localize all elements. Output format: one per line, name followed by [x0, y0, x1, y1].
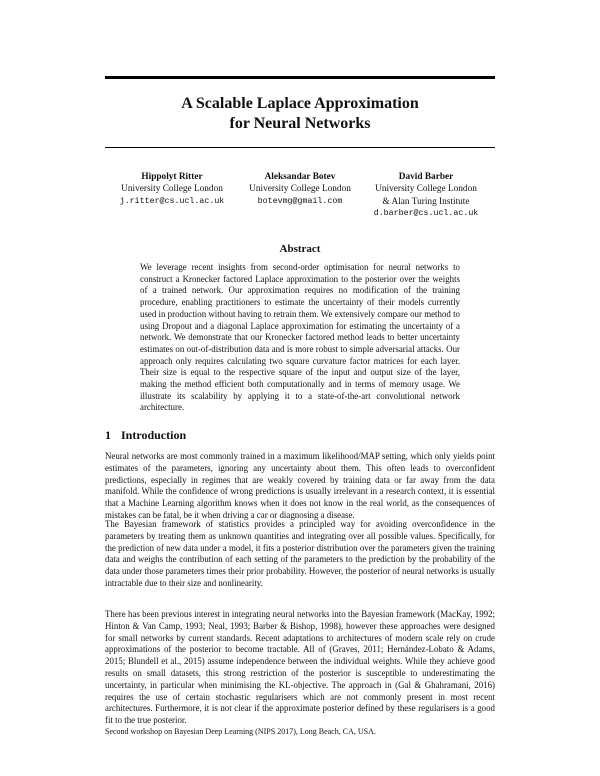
author-block-3: [358, 171, 494, 221]
author-affiliation: University College London: [121, 184, 223, 195]
author-name: Hippolyt Ritter: [141, 172, 203, 182]
section-title: Introduction: [121, 428, 187, 442]
author-block-1: [104, 171, 240, 208]
author-affiliation: University College London: [375, 184, 477, 195]
paper-title-line1: A Scalable Laplace Approximation: [181, 95, 419, 112]
author-name: David Barber: [398, 172, 454, 182]
section-number: 1: [105, 428, 111, 442]
title-rule-bottom: [105, 147, 495, 148]
intro-paragraph-2: The Bayesian framework of statistics provides a principled way for avoiding overconfidence in the parameters by treating them as unknown quantities and integrating over all possible values. Specifically, for the prediction of new data under a model, it fits a posterior distribution over the parameters given the training data and weighs the contribution of each setting of the parameters to the prediction by the probability of the data under those parameters times their prior probability. However, the posterior of neural networks is usually intractable due to their size and nonlinearity.: [105, 519, 495, 588]
workshop-footnote: Second workshop on Bayesian Deep Learning (NIPS 2017), Long Beach, CA, USA.: [105, 727, 376, 736]
abstract-text: We leverage recent insights from second-order optimisation for neural networks to construct a Kronecker factored Laplace approximation to the posterior over the weights of a trained network. Our approximation requires no modification of the training procedure, enabling practitioners to estimate the uncertainty of their models currently used in production without having to retrain them. We extensively compare our method to using Dropout and a diagonal Laplace approximation for estimating the uncertainty of a network. We demonstrate that our Kronecker factored method leads to better uncertainty estimates on out-of-distribution data and is more robust to simple adversarial attacks. Our approach only requires calculating two square curvature factor matrices for each layer. Their size is equal to the respective square of the input and output size of the layer, making the method efficient both computationally and in terms of memory usage. We illustrate its scalability by applying it to a state-of-the-art convolutional network architecture.: [140, 262, 460, 413]
intro-paragraph-3: There has been previous interest in integrating neural networks into the Bayesian framework (MacKay, 1992; Hinton & Van Camp, 1993; Neal, 1993; Barber & Bishop, 1998), however these approaches were designed for small networks by current standards. Recent adaptations to architectures of modern scale rely on crude approximations of the posterior to become tractable. All of (Graves, 2011; Hernández-Lobato & Adams, 2015; Blundell et al., 2015) assume independence between the individual weights. While they achieve good results on small datasets, this strong restriction of the posterior is susceptible to underestimating the uncertainty, in particular when minimising the KL-objective. The approach in (Gal & Ghahramani, 2016) requires the use of certain stochastic regularisers which are not commonly present in most recent architectures. Furthermore, it is not clear if the approximate posterior defined by these regularisers is a good fit to the true posterior.: [105, 609, 495, 726]
abstract-heading: Abstract: [279, 243, 321, 255]
paper-title-line2: for Neural Networks: [229, 115, 371, 132]
author-email[interactable]: j.ritter@cs.ucl.ac.uk: [119, 196, 225, 206]
author-name: Aleksandar Botev: [264, 172, 336, 182]
author-email[interactable]: d.barber@cs.ucl.ac.uk: [373, 209, 479, 219]
title-rule-top: [105, 76, 495, 79]
author-affiliation-2: & Alan Turing Institute: [382, 196, 470, 207]
intro-paragraph-1: Neural networks are most commonly trained in a maximum likelihood/MAP setting, which only yields point estimates of the parameters, ignoring any uncertainty about them. This often leads to overconfident predictions, especially in regimes that are weakly covered by training data or far away from the data manifold. While the confidence of wrong predictions is usually irrelevant in a research context, it is essential that a Machine Learning algorithm knows when it does not know in the real world, as the consequences of mistakes can be fatal, be it when driving a car or diagnosing a disease.: [105, 451, 495, 520]
author-affiliation: University College London: [249, 184, 351, 195]
section-heading: [105, 428, 186, 443]
author-email[interactable]: botevmg@gmail.com: [257, 196, 343, 206]
author-block-2: [232, 171, 368, 208]
